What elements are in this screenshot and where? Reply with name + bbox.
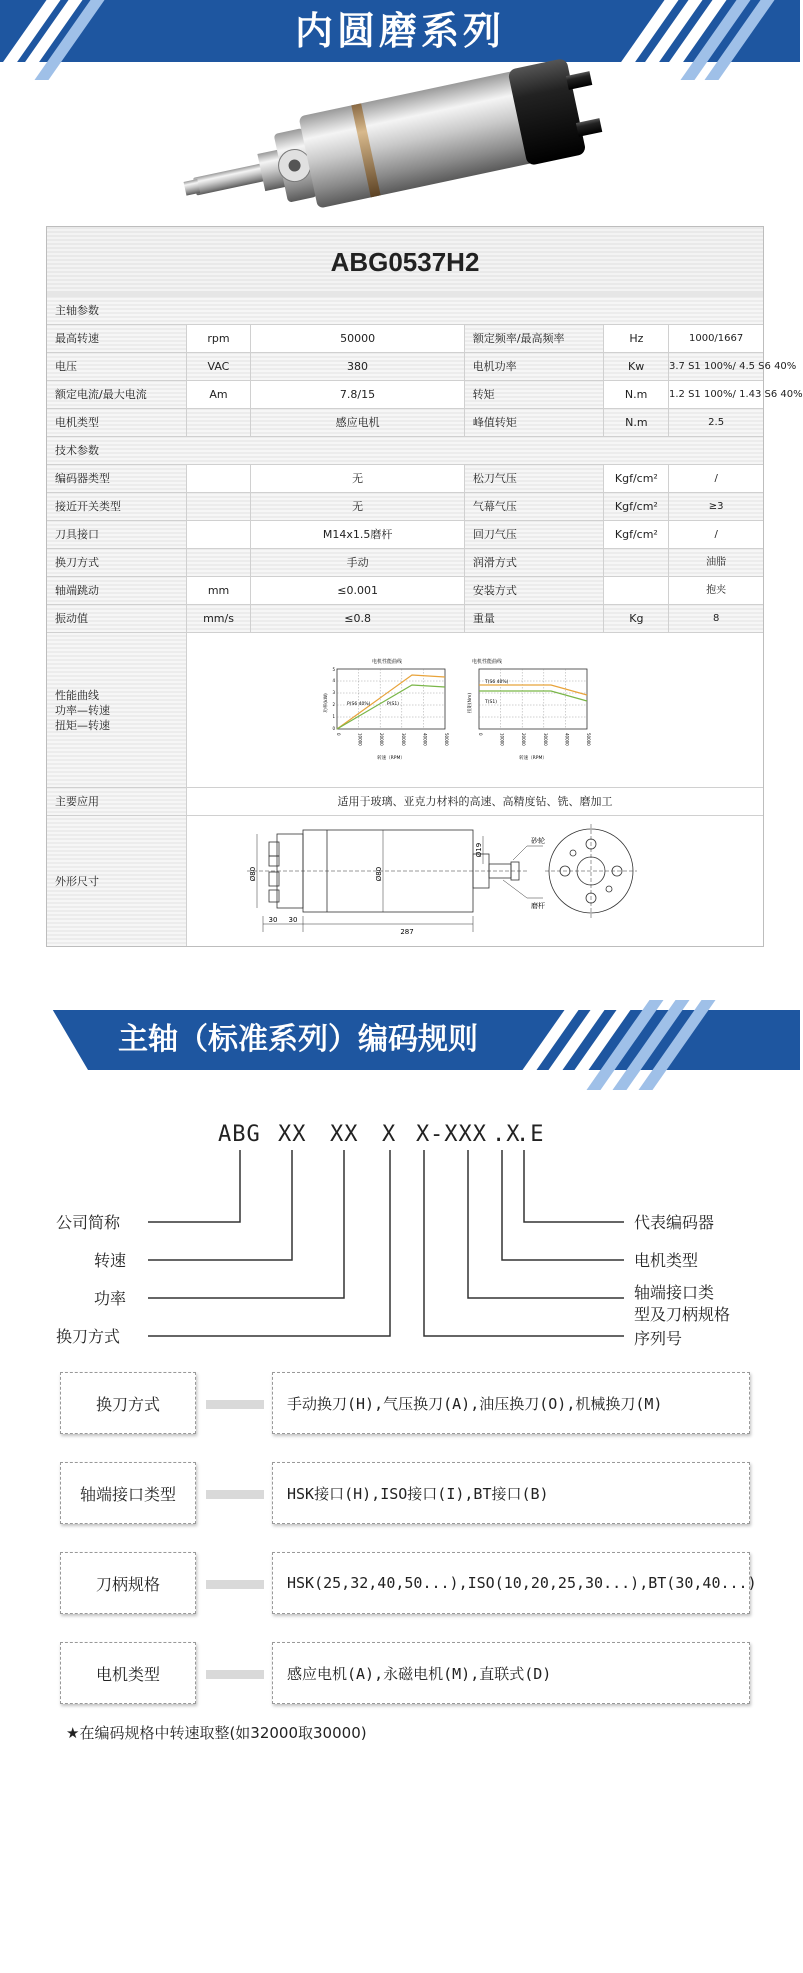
chart1-xtick: 0 <box>336 733 341 736</box>
code-motor: .X <box>492 1122 521 1147</box>
param-value: / <box>714 473 718 484</box>
param-unit <box>604 549 669 576</box>
tech-param-row <box>47 549 763 577</box>
param-value: 7.8/15 <box>251 381 464 408</box>
param-name: 电机功率 <box>465 353 605 380</box>
rule-value-toolholder: HSK(25,32,40,50...),ISO(10,20,25,30...),BT(30,40...) <box>272 1552 750 1614</box>
label-interface-line1: 轴端接口类 <box>634 1283 715 1302</box>
param-value: 8 <box>712 613 720 624</box>
param-unit: Am <box>187 381 252 408</box>
tech-param-row <box>47 521 763 549</box>
param-name: 电压 <box>47 353 187 380</box>
tech-param-row <box>47 493 763 521</box>
param-name: 轴端跳动 <box>47 577 187 604</box>
param-unit: rpm <box>187 325 252 352</box>
param-value: 油脂 <box>706 557 727 568</box>
param-unit <box>187 521 252 548</box>
chart1-ytick: 3 <box>332 690 335 695</box>
chart2-frame <box>479 669 587 729</box>
param-name: 振动值 <box>47 605 187 632</box>
param-unit: Kw <box>604 353 669 380</box>
param-name: 回刀气压 <box>465 521 605 548</box>
rule-value-motor: 感应电机(A),永磁电机(M),直联式(D) <box>272 1642 750 1704</box>
param-value: ≤0.001 <box>251 577 464 604</box>
param-name: 电机类型 <box>47 409 187 436</box>
line-interface <box>468 1150 624 1298</box>
application-label: 主要应用 <box>47 788 187 815</box>
rule-label-interface: 轴端接口类型 <box>60 1462 196 1524</box>
param-value: ≤0.8 <box>251 605 464 632</box>
param-value: 感应电机 <box>251 409 464 436</box>
chart1-xtick: 20000 <box>379 733 385 746</box>
rule-connector <box>206 1580 264 1589</box>
chart1-legend2: P(S1) <box>387 702 399 707</box>
code-company: ABG <box>218 1122 261 1147</box>
param-name: 峰值转矩 <box>465 409 605 436</box>
param-name: 重量 <box>465 605 605 632</box>
chart1-legend1: P(S6 40%) <box>347 702 371 707</box>
param-unit <box>187 465 252 492</box>
rule-connector <box>206 1490 264 1499</box>
param-value: 1000/1667 <box>688 333 744 344</box>
param-unit: mm <box>187 577 252 604</box>
grinding-rod-label: 磨杆 <box>531 902 545 910</box>
label-company: 公司简称 <box>56 1213 121 1232</box>
diameter-80-body: Ø80 <box>375 866 383 882</box>
label-encoder: 代表编码器 <box>634 1213 715 1232</box>
chart1-ytick: 0 <box>332 726 335 731</box>
param-value: 2.5 <box>708 417 725 428</box>
code-power: XX <box>330 1122 359 1147</box>
chart1-ytick: 2 <box>332 702 335 707</box>
chart1-xtick: 50000 <box>444 733 449 746</box>
chart2-xtick: 10000 <box>499 733 505 746</box>
param-name: 编码器类型 <box>47 465 187 492</box>
param-name: 润滑方式 <box>465 549 605 576</box>
label-serial: 序列号 <box>634 1329 683 1348</box>
coding-rules-diagram <box>0 1070 800 1970</box>
param-value: 无 <box>251 465 464 492</box>
param-name: 额定电流/最大电流 <box>47 381 187 408</box>
param-name: 最高转速 <box>47 325 187 352</box>
rule-label-tool-change: 换刀方式 <box>60 1372 196 1434</box>
chart1-xtick: 40000 <box>422 733 428 746</box>
rule-connector <box>206 1400 264 1409</box>
chart2-xtick: 20000 <box>521 733 527 746</box>
param-value: 抱夹 <box>706 585 727 596</box>
param-unit <box>187 493 252 520</box>
param-unit: Kgf/cm² <box>604 465 669 492</box>
chart2-title: 电机性能曲线 <box>471 659 503 665</box>
line-motor <box>502 1150 624 1260</box>
tech-params-heading: 技术参数 <box>47 437 763 465</box>
diameter-19: Ø19 <box>475 842 483 858</box>
code-serial: X <box>416 1122 431 1147</box>
param-value: 3.7 S1 100%/ 4.5 S6 40% <box>668 361 797 372</box>
param-value: / <box>714 529 718 540</box>
code-speed: XX <box>278 1122 307 1147</box>
performance-label <box>47 633 187 787</box>
grinding-wheel-label: 砂轮 <box>531 837 545 845</box>
param-name: 刀具接口 <box>47 521 187 548</box>
param-value: 380 <box>251 353 464 380</box>
param-unit <box>187 549 252 576</box>
model-number: ABG0537H2 <box>47 227 763 297</box>
application-row <box>47 788 763 816</box>
chart2-ylabel: 扭矩(Nm) <box>468 692 473 714</box>
chart2-legend1: T(S6 40%) <box>485 680 509 685</box>
coding-note: ★在编码规格中转速取整(如32000取30000) <box>66 1724 367 1742</box>
chart2-xtick: 40000 <box>564 733 570 746</box>
param-value: 手动 <box>251 549 464 576</box>
chart2-xlabel: 转速（RPM） <box>519 756 547 761</box>
chart1-ytick: 1 <box>332 714 335 719</box>
performance-label-line: 性能曲线 <box>55 688 99 702</box>
rule-value-interface: HSK接口(H),ISO接口(I),BT接口(B) <box>272 1462 750 1524</box>
diameter-80-rear: Ø80 <box>249 866 257 882</box>
tech-param-row <box>47 605 763 633</box>
label-power: 功率 <box>94 1289 127 1308</box>
param-unit: mm/s <box>187 605 252 632</box>
param-name: 气幕气压 <box>465 493 605 520</box>
tech-param-row <box>47 465 763 493</box>
length-30b: 30 <box>288 916 298 924</box>
param-value: 无 <box>251 493 464 520</box>
rule-value-tool-change: 手动换刀(H),气压换刀(A),油压换刀(O),机械换刀(M) <box>272 1372 750 1434</box>
param-unit <box>187 409 252 436</box>
param-unit: N.m <box>604 381 669 408</box>
coding-rules-banner <box>0 1010 800 1070</box>
length-30a: 30 <box>268 916 278 924</box>
chart1-ytick: 4 <box>332 678 335 683</box>
param-name: 接近开关类型 <box>47 493 187 520</box>
dimensions-label <box>47 816 187 946</box>
chart1-xtick: 10000 <box>357 733 363 746</box>
chart1-xlabel: 转速（RPM） <box>377 756 405 761</box>
param-unit: N.m <box>604 409 669 436</box>
length-287: 287 <box>400 928 414 936</box>
spindle-param-row <box>47 409 763 437</box>
chart1-ytick: 5 <box>332 667 335 672</box>
line-power <box>148 1150 344 1298</box>
spec-sheet <box>46 226 803 947</box>
rule-connector <box>206 1670 264 1679</box>
chart1-title: 电机性能曲线 <box>371 659 403 665</box>
spindle-product-image <box>210 76 610 206</box>
chart2-legend2: T(S1) <box>485 700 497 705</box>
spindle-param-row <box>47 353 797 381</box>
dimensions-label-text: 外形尺寸 <box>55 874 99 888</box>
chart2-xtick: 50000 <box>586 733 591 746</box>
code-interface: -XXX <box>430 1122 487 1147</box>
param-value: 50000 <box>251 325 464 352</box>
param-unit <box>604 577 669 604</box>
param-value: 1.2 S1 100%/ 1.43 S6 40% <box>668 389 803 400</box>
chart1-xtick: 30000 <box>400 733 406 746</box>
param-name: 松刀气压 <box>465 465 605 492</box>
dimensions-row <box>47 816 763 946</box>
performance-charts <box>187 633 763 788</box>
line-encoder <box>524 1150 624 1222</box>
coding-rules-title: 主轴（标准系列）编码规则 <box>118 1022 478 1057</box>
dimension-drawing <box>187 816 763 946</box>
param-name: 安装方式 <box>465 577 605 604</box>
performance-label-line: 扭矩—转速 <box>55 718 110 732</box>
label-interface-line2: 型及刀柄规格 <box>634 1305 731 1324</box>
coding-connector-lines <box>0 1070 800 1310</box>
chart2-xtick: 0 <box>478 733 483 736</box>
rule-label-toolholder: 刀柄规格 <box>60 1552 196 1614</box>
label-motor-type: 电机类型 <box>634 1251 699 1270</box>
line-tool-change <box>148 1150 390 1336</box>
param-value: ≥3 <box>708 501 724 512</box>
code-tool-change: X <box>382 1122 397 1147</box>
param-name: 额定频率/最高频率 <box>465 325 605 352</box>
spindle-param-row <box>47 325 763 353</box>
param-name: 转矩 <box>465 381 605 408</box>
spindle-params-heading: 主轴参数 <box>47 297 763 325</box>
tech-param-row <box>47 577 763 605</box>
param-name: 换刀方式 <box>47 549 187 576</box>
performance-row <box>47 633 763 788</box>
param-unit: Kgf/cm² <box>604 521 669 548</box>
param-unit: Hz <box>604 325 669 352</box>
param-value: M14x1.5磨杆 <box>251 521 464 548</box>
chart2-xtick: 30000 <box>542 733 548 746</box>
rule-label-motor: 电机类型 <box>60 1642 196 1704</box>
line-company <box>148 1150 240 1222</box>
line-speed <box>148 1150 292 1260</box>
spindle-param-row <box>47 381 803 409</box>
chart1-ylabel: 功率(kW) <box>324 693 329 713</box>
label-tool-change: 换刀方式 <box>56 1327 121 1346</box>
series-title: 内圆磨系列 <box>294 9 505 53</box>
performance-label-line: 功率—转速 <box>55 703 110 717</box>
param-unit: Kg <box>604 605 669 632</box>
series-banner <box>0 0 800 62</box>
label-speed: 转速 <box>94 1251 127 1270</box>
param-unit: VAC <box>187 353 252 380</box>
application-value: 适用于玻璃、亚克力材料的高速、高精度钻、铣、磨加工 <box>337 795 613 808</box>
param-unit: Kgf/cm² <box>604 493 669 520</box>
code-encoder: .E <box>516 1122 545 1147</box>
